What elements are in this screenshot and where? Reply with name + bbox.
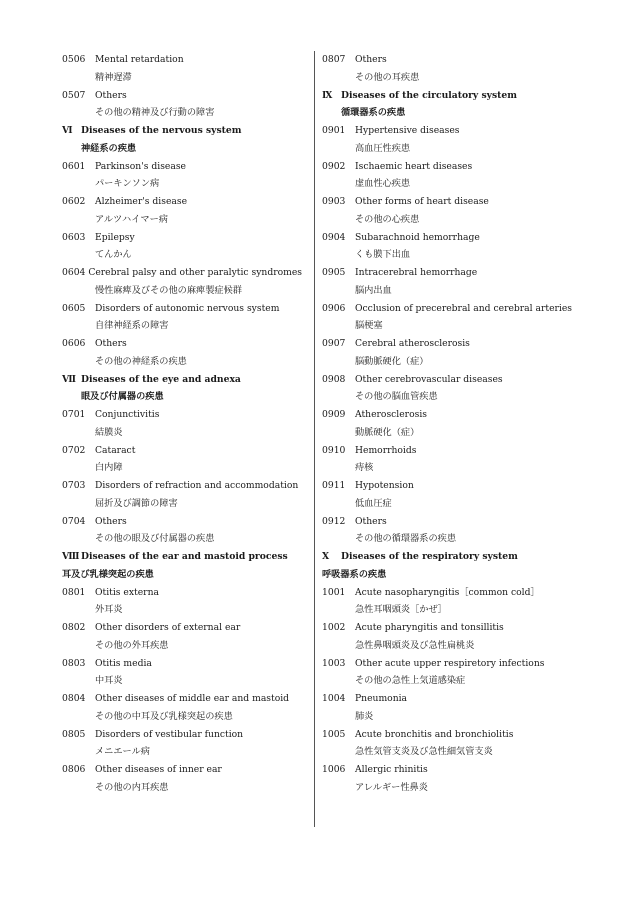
chapter-heading — [322, 87, 622, 105]
disease-name-en: Epilepsy — [95, 231, 135, 243]
disease-name-jp: 自律神経系の障害 — [95, 320, 169, 332]
disease-name-en: Others — [355, 515, 387, 527]
disease-entry — [62, 690, 302, 708]
right-column — [322, 51, 622, 797]
chapter-title-en: Diseases of the respiratory system — [341, 551, 518, 562]
disease-name-jp: その他の眼及び付属器の疾患 — [95, 533, 215, 545]
disease-code: 0603 — [62, 231, 86, 243]
disease-code: 0605 — [62, 302, 86, 314]
chapter-heading — [62, 122, 302, 140]
disease-entry — [62, 335, 302, 353]
disease-name-jp: 屈折及び調節の障害 — [95, 497, 178, 509]
disease-code: 0806 — [62, 764, 86, 775]
disease-name-en: Cerebral atherosclerosis — [355, 338, 470, 349]
disease-entry — [322, 584, 622, 602]
disease-code: 0807 — [322, 54, 346, 65]
disease-name-en: Pneumonia — [355, 693, 408, 704]
disease-name-jp: その他の耳疾患 — [355, 71, 420, 83]
disease-entry — [322, 655, 622, 673]
disease-code: 1005 — [322, 728, 346, 740]
chapter-numeral: Ⅸ — [322, 89, 333, 101]
chapter-numeral: Ⅷ — [62, 551, 80, 562]
disease-code: 0702 — [62, 444, 86, 456]
disease-code: 1004 — [322, 693, 346, 704]
disease-name-jp: 動脈硬化（症） — [355, 426, 420, 438]
disease-code: 0903 — [322, 196, 346, 207]
disease-entry — [322, 264, 622, 282]
disease-code: 0902 — [322, 160, 346, 172]
chapter-title-jp: 耳及び乳様突起の疾患 — [62, 568, 154, 580]
disease-name-jp: その他の脳血管疾患 — [355, 391, 438, 403]
left-column — [62, 51, 302, 797]
column-divider — [314, 51, 315, 827]
disease-name-en: Other forms of heart disease — [355, 196, 489, 207]
disease-name-en: Others — [95, 89, 127, 101]
disease-code: 1006 — [322, 764, 346, 775]
disease-code: 0911 — [322, 480, 346, 491]
disease-entry — [62, 619, 302, 637]
chapter-title-en: Diseases of the eye and adnexa — [81, 373, 241, 385]
disease-entry — [62, 264, 302, 282]
disease-entry — [62, 655, 302, 673]
disease-code: 0701 — [62, 409, 86, 420]
disease-name-jp: 急性耳咽頭炎［かぜ］ — [355, 604, 447, 616]
disease-name-en: Acute nasopharyngitis［common cold］ — [355, 586, 540, 598]
disease-name-jp: 精神遅滞 — [95, 71, 132, 83]
disease-name-en: Other disorders of external ear — [95, 622, 241, 633]
disease-name-en: Other acute upper respiretory infections — [355, 657, 545, 669]
disease-name-jp: その他の外耳疾患 — [95, 639, 169, 651]
disease-entry — [62, 584, 302, 602]
disease-entry — [62, 229, 302, 247]
disease-name-en: Ischaemic heart diseases — [355, 160, 473, 172]
disease-name-en: Occlusion of precerebral and cerebral arteries — [355, 302, 572, 314]
disease-entry — [322, 761, 622, 779]
disease-code: 0606 — [62, 338, 86, 349]
disease-entry — [62, 51, 302, 69]
disease-name-en: Atherosclerosis — [355, 409, 427, 420]
chapter-title-jp: 眼及び付属器の疾患 — [81, 391, 164, 403]
disease-code: 0803 — [62, 657, 86, 669]
disease-name-jp: その他の急性上気道感染症 — [355, 675, 466, 687]
disease-name-jp: 結膜炎 — [95, 426, 123, 438]
disease-code: 0703 — [62, 480, 86, 491]
disease-name-jp: 急性気管支炎及び急性細気管支炎 — [355, 746, 493, 758]
disease-name-jp: 外耳炎 — [95, 604, 123, 616]
disease-name-jp: 中耳炎 — [95, 675, 123, 687]
disease-name-jp: 高血圧性疾患 — [355, 142, 411, 154]
disease-name-en: Others — [95, 515, 127, 527]
disease-entry — [322, 300, 622, 318]
disease-code: 1001 — [322, 586, 346, 598]
disease-name-en: Acute bronchitis and bronchiolitis — [355, 728, 514, 740]
disease-code: 0804 — [62, 693, 86, 704]
disease-code: 0912 — [322, 515, 346, 527]
disease-entry — [62, 442, 302, 460]
disease-name-en: Otitis media — [95, 657, 152, 669]
disease-name-jp: その他の神経系の疾患 — [95, 355, 187, 367]
disease-name-en: Allergic rhinitis — [355, 764, 428, 775]
disease-code: 0901 — [322, 125, 346, 136]
chapter-title-en: Diseases of the nervous system — [81, 125, 242, 136]
disease-code: 1002 — [322, 622, 346, 633]
disease-name-en: Others — [95, 338, 127, 349]
disease-entry — [322, 442, 622, 460]
chapter-title-en: Diseases of the circulatory system — [341, 89, 517, 101]
disease-entry — [322, 619, 622, 637]
chapter-title-en: Diseases of the ear and mastoid process — [81, 551, 288, 562]
disease-code: 0604 — [62, 267, 86, 278]
disease-name-jp: 虚血性心疾患 — [355, 178, 411, 190]
disease-name-jp: その他の循環器系の疾患 — [355, 533, 457, 545]
disease-name-en: Conjunctivitis — [95, 409, 160, 420]
disease-name-en: Disorders of refraction and accommodation — [95, 480, 299, 491]
disease-name-en: Other diseases of middle ear and mastoid — [95, 693, 290, 704]
disease-name-jp: その他の内耳疾患 — [95, 781, 169, 793]
disease-name-en: Alzheimer's disease — [95, 196, 188, 207]
disease-code: 0908 — [322, 373, 346, 385]
disease-name-jp: 白内障 — [95, 462, 123, 474]
disease-code: 0801 — [62, 586, 86, 598]
disease-entry — [322, 726, 622, 744]
disease-entry — [322, 690, 622, 708]
disease-entry — [322, 335, 622, 353]
disease-name-jp: その他の中耳及び乳様突起の疾患 — [95, 710, 233, 722]
disease-name-jp: 脳動脈硬化（症） — [355, 355, 429, 367]
disease-name-jp: 低血圧症 — [355, 497, 392, 509]
disease-code: 0704 — [62, 515, 86, 527]
disease-name-jp: 慢性麻痺及びその他の麻痺製症候群 — [95, 284, 242, 296]
disease-name-jp: パーキンソン病 — [95, 178, 160, 190]
disease-name-en: Intracerebral hemorrhage — [355, 267, 478, 278]
disease-entry — [62, 406, 302, 424]
disease-code: 0909 — [322, 409, 346, 420]
disease-code: 0905 — [322, 267, 346, 278]
disease-name-jp: アレルギー性鼻炎 — [355, 781, 428, 793]
disease-code: 0906 — [322, 302, 346, 314]
disease-name-en: Hypotension — [355, 480, 414, 491]
chapter-numeral: Ⅶ — [62, 373, 77, 385]
disease-name-en: Cataract — [95, 444, 136, 456]
disease-name-jp: 急性鼻咽頭炎及び急性扁桃炎 — [355, 639, 475, 651]
disease-name-en: Otitis externa — [95, 586, 159, 598]
disease-entry — [62, 193, 302, 211]
disease-name-en: Mental retardation — [95, 54, 184, 65]
disease-entry — [62, 477, 302, 495]
disease-entry — [322, 51, 622, 69]
disease-entry — [322, 122, 622, 140]
disease-entry — [322, 229, 622, 247]
disease-code: 0507 — [62, 89, 86, 101]
disease-code: 0910 — [322, 444, 346, 456]
disease-name-en: Disorders of autonomic nervous system — [95, 302, 280, 314]
disease-entry — [62, 87, 302, 105]
disease-code: 0802 — [62, 622, 86, 633]
disease-name-en: Cerebral palsy and other paralytic syndromes — [88, 267, 302, 278]
disease-entry — [322, 477, 622, 495]
chapter-heading — [322, 548, 622, 566]
chapter-numeral: Ⅵ — [62, 125, 73, 136]
chapter-heading — [62, 371, 302, 389]
disease-name-en: Disorders of vestibular function — [95, 728, 244, 740]
disease-entry — [62, 300, 302, 318]
disease-name-jp: その他の心疾患 — [355, 213, 420, 225]
disease-entry — [62, 726, 302, 744]
disease-name-en: Other diseases of inner ear — [95, 764, 222, 775]
disease-code: 1003 — [322, 657, 346, 669]
disease-code: 0602 — [62, 196, 86, 207]
disease-entry — [62, 158, 302, 176]
disease-name-jp: 脳内出血 — [355, 284, 392, 296]
disease-name-en: Acute pharyngitis and tonsillitis — [355, 622, 504, 633]
disease-name-jp: アルツハイマー病 — [95, 213, 168, 225]
disease-name-en: Parkinson's disease — [95, 160, 186, 172]
disease-name-jp: その他の精神及び行動の障害 — [95, 107, 215, 119]
disease-entry — [322, 406, 622, 424]
disease-name-jp: 脳梗塞 — [355, 320, 383, 332]
disease-name-en: Hemorrhoids — [355, 444, 417, 456]
disease-code: 0805 — [62, 728, 86, 740]
chapter-numeral: Ⅹ — [322, 551, 330, 562]
disease-code: 0904 — [322, 231, 346, 243]
chapter-heading — [62, 548, 302, 566]
disease-entry — [62, 513, 302, 531]
disease-name-jp: メニエール病 — [95, 746, 150, 758]
chapter-title-jp: 神経系の疾患 — [81, 142, 137, 154]
disease-name-jp: くも膜下出血 — [355, 249, 411, 261]
disease-entry — [322, 371, 622, 389]
disease-name-en: Other cerebrovascular diseases — [355, 373, 503, 385]
disease-entry — [322, 513, 622, 531]
disease-name-jp: てんかん — [95, 249, 132, 261]
disease-name-en: Others — [355, 54, 387, 65]
disease-name-en: Subarachnoid hemorrhage — [355, 231, 480, 243]
disease-entry — [322, 193, 622, 211]
disease-code: 0601 — [62, 160, 86, 172]
disease-code: 0506 — [62, 54, 86, 65]
chapter-title-jp: 呼吸器系の疾患 — [322, 568, 387, 580]
disease-entry — [322, 158, 622, 176]
disease-code: 0907 — [322, 338, 346, 349]
disease-name-jp: 痔核 — [355, 462, 374, 474]
disease-entry — [62, 761, 302, 779]
chapter-title-jp: 循環器系の疾患 — [341, 107, 406, 119]
disease-name-en: Hypertensive diseases — [355, 125, 460, 136]
disease-name-jp: 肺炎 — [355, 710, 374, 722]
